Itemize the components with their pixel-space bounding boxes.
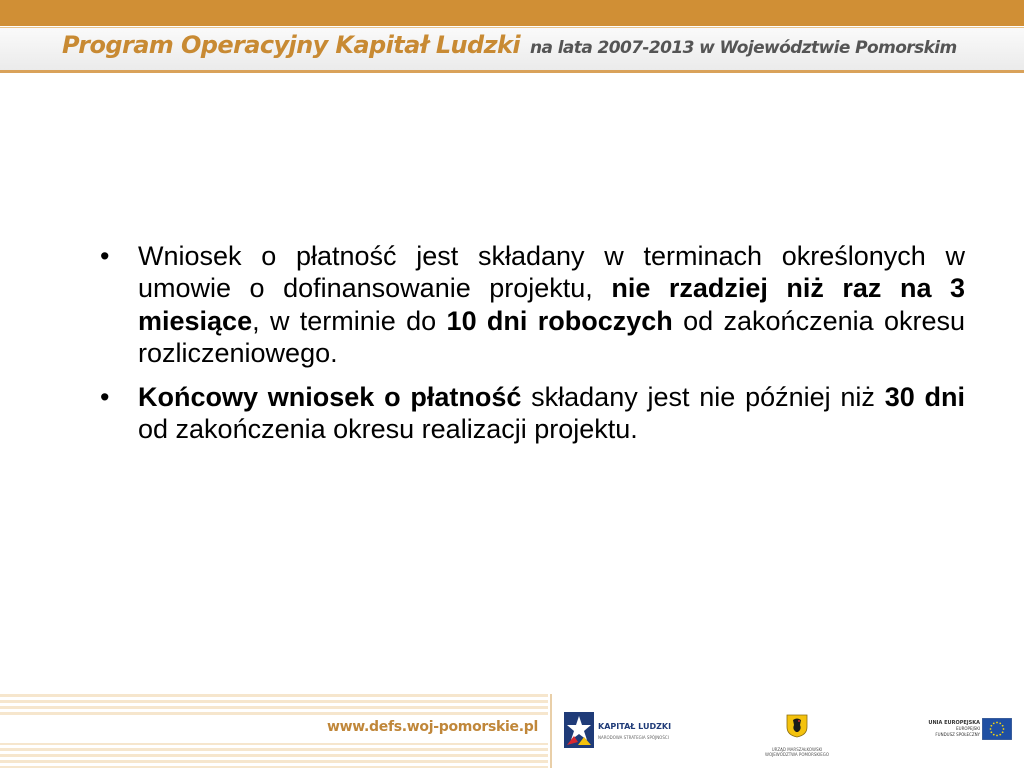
eu-star-icon bbox=[993, 734, 995, 736]
eu-star-icon bbox=[990, 728, 992, 730]
bullet-text: składany jest nie później niż bbox=[521, 381, 885, 412]
eu-star-icon bbox=[996, 722, 998, 724]
header-bottom-line bbox=[0, 70, 1024, 73]
pomorskie-crest-icon bbox=[786, 714, 808, 738]
header-top-stripe bbox=[0, 0, 1024, 26]
eu-caption-line2: EUROPEJSKI bbox=[956, 726, 980, 731]
eu-star-icon bbox=[999, 734, 1001, 736]
footer-url-box bbox=[0, 715, 548, 743]
eu-caption-line1: UNIA EUROPEJSKA bbox=[928, 720, 980, 726]
kapital-ludzki-title: KAPITAŁ LUDZKI bbox=[598, 722, 672, 731]
bullet-text: od zakończenia okresu realizacji projektu. bbox=[138, 413, 638, 444]
eu-star-icon bbox=[990, 725, 992, 727]
bullet-text: Wniosek o płatność jest składany w terminach określonych w umowie o dofinansowanie projektu, bbox=[138, 241, 965, 304]
eu-star-icon bbox=[993, 722, 995, 724]
bullet-emphasis: 30 dni bbox=[884, 381, 965, 412]
bullet-emphasis: nie rzadziej niż raz na 3 miesiące bbox=[138, 273, 965, 336]
pomorskie-caption bbox=[757, 747, 837, 757]
pomorskie-caption-line1: URZĄD MARSZAŁKOWSKI bbox=[771, 747, 823, 752]
website-link[interactable]: www.defs.woj-pomorskie.pl bbox=[327, 719, 538, 735]
bullet-text: od zakończenia okresu rozliczeniowego. bbox=[138, 305, 965, 369]
bullet-text: , w terminie do bbox=[252, 305, 447, 336]
bullet-item bbox=[100, 240, 965, 370]
bullet-list bbox=[100, 240, 965, 445]
eu-star-icon bbox=[1002, 725, 1004, 727]
eu-caption-line3: FUNDUSZ SPOŁECZNY bbox=[935, 732, 980, 737]
eu-caption bbox=[888, 720, 980, 738]
eu-flag-icon bbox=[982, 718, 1012, 740]
eu-star-icon bbox=[990, 731, 992, 733]
eu-star-icon bbox=[999, 722, 1001, 724]
eu-star-icon bbox=[1002, 731, 1004, 733]
pomorskie-caption-line2: WOJEWÓDZTWA POMORSKIEGO bbox=[765, 752, 829, 757]
eu-star-icon bbox=[996, 735, 998, 737]
slide-content bbox=[100, 240, 965, 456]
program-subtitle: na lata 2007-2013 w Województwie Pomorskim bbox=[530, 38, 957, 58]
program-title: Program Operacyjny Kapitał Ludzki bbox=[62, 31, 520, 59]
kapital-ludzki-subtitle: NARODOWA STRATEGIA SPÓJNOŚCI bbox=[598, 735, 669, 740]
bullet-emphasis: 10 dni roboczych bbox=[446, 305, 673, 336]
bullet-emphasis: Końcowy wniosek o płatność bbox=[138, 381, 522, 412]
kapital-ludzki-logo-icon bbox=[564, 712, 594, 748]
eu-star-icon bbox=[1003, 728, 1005, 730]
bullet-item bbox=[100, 381, 965, 446]
footer-logos bbox=[550, 694, 1024, 768]
